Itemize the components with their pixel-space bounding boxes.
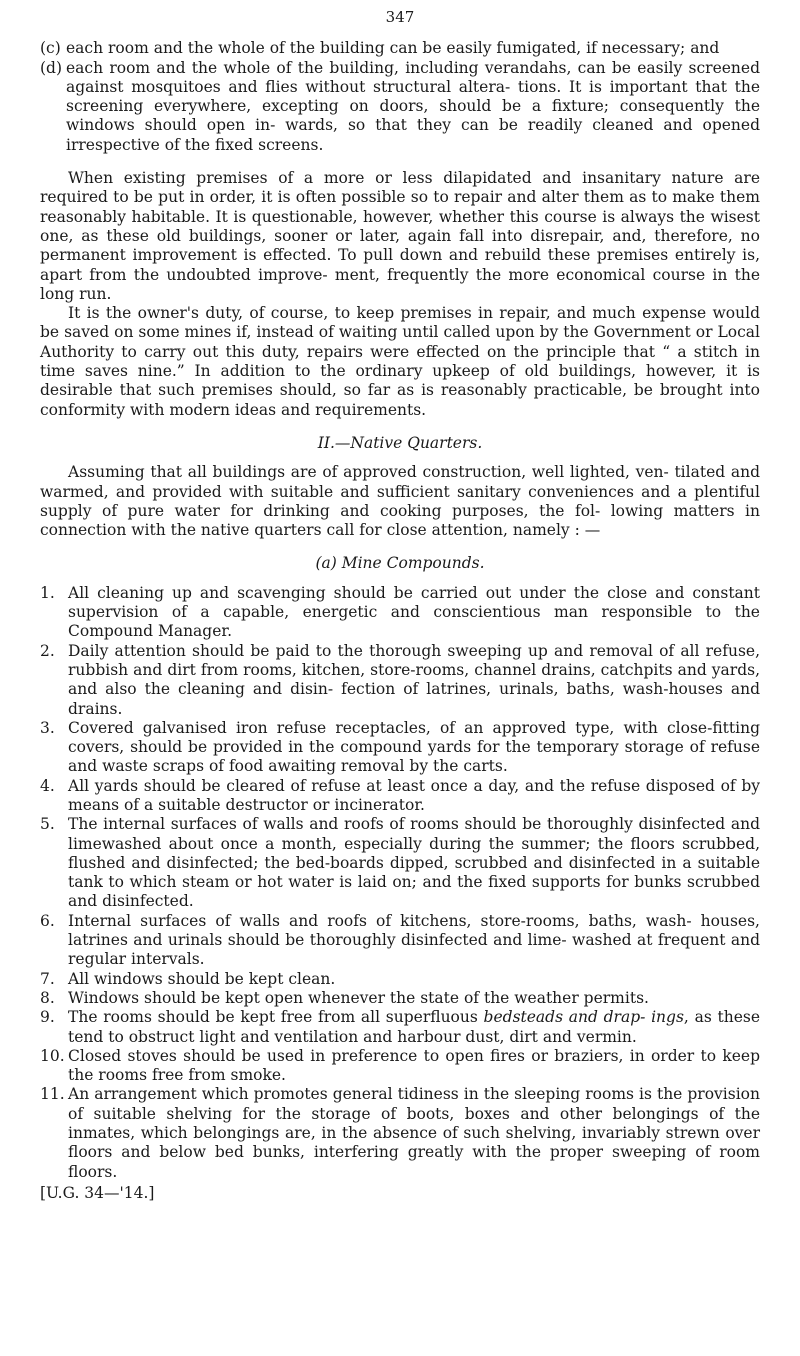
paragraph: Assuming that all buildings are of approved construction, well lighted, ven- tilated and warmed, and provided with suitable and sufficient sanitary conveniences and a plentiful supply of pure water for drinking and cooking purposes, the fol- lowing matters in connection with the native quarters call for close attention, namely : — xyxy=(40,463,760,540)
list-item xyxy=(40,989,760,1008)
list-item xyxy=(40,815,760,911)
sub-item xyxy=(40,59,760,155)
list-item-text: All cleaning up and scavenging should be carried out under the close and constant supervision of a capable, energetic and conscientious man responsible to the Compound Manager. xyxy=(68,583,760,641)
list-item-text: All yards should be cleared of refuse at least once a day, and the refuse disposed of by means of a suitable destructor or incinerator. xyxy=(68,776,760,814)
list-item-number: 2. xyxy=(40,641,55,660)
list-item xyxy=(40,1047,760,1086)
list-item-number: 6. xyxy=(40,911,55,930)
paragraph: When existing premises of a more or less dilapidated and insanitary nature are required to be put in order, it is often possible so to repair and alter them as to make them reasonably habitable. It is questionable, however, whether this course is always the wisest one, as these old buildings, sooner or later, again fall into disrepair, and, therefore, no permanent improvement is effected. To pull down and rebuild these premises entirely is, apart from the undoubted improve- ment, frequently the more economical course in the long run. xyxy=(40,169,760,303)
list-item-text: An arrangement which promotes general tidiness in the sleeping rooms is the provision of suitable shelving for the storage of boots, boxes and other belongings of the inmates, which belongings are, in the absence of such shelving, invariably strewn over floors and below bed bunks, interfering greatly with the proper sweeping of room floors. xyxy=(68,1085,760,1181)
list-item-text: All windows should be kept clean. xyxy=(68,969,336,988)
sub-item xyxy=(40,39,760,58)
list-item-number: 10. xyxy=(40,1046,65,1065)
sub-item-text: each room and the whole of the building can be easily fumigated, if necessary; and xyxy=(66,39,720,58)
paragraph: It is the owner's duty, of course, to keep premises in repair, and much expense would be saved on some mines if, instead of waiting until called upon by the Government or Local Authority to carry out this duty, repairs were effected on the principle that “ a stitch in time saves nine.” In addition to the ordinary upkeep of old buildings, however, it is desirable that such premises should, so far as is reasonably practicable, be brought into conformity with modern ideas and requirements. xyxy=(40,304,760,419)
list-item-number: 4. xyxy=(40,776,55,795)
list-item-number: 3. xyxy=(40,718,55,737)
list-item xyxy=(40,777,760,816)
list-item xyxy=(40,584,760,642)
list-item-text: Internal surfaces of walls and roofs of kitchens, store-rooms, baths, wash- houses, latrines and urinals should be thoroughly disinfected and lime- washed at frequent and regular intervals. xyxy=(68,911,760,969)
list-item xyxy=(40,1008,760,1047)
list-item-number: 7. xyxy=(40,969,55,988)
list-item-text: Covered galvanised iron refuse receptacles, of an approved type, with close-fitting covers, should be provided in the compound yards for the temporary storage of refuse and waste scraps of food awaiting removal by the carts. xyxy=(68,718,760,776)
list-item xyxy=(40,1085,760,1181)
list-item xyxy=(40,970,760,989)
sub-item-label: (d) xyxy=(40,58,63,77)
list-item-number: 11. xyxy=(40,1085,65,1104)
publication-reference: [U.G. 34—'14.] xyxy=(40,1183,155,1202)
subheading: (a) Mine Compounds. xyxy=(315,554,485,573)
document-page xyxy=(40,8,760,1348)
sub-item-label: (c) xyxy=(40,39,61,58)
list-item-italic-text: bedsteads and drap- ings xyxy=(483,1008,684,1027)
list-item-text: The internal surfaces of walls and roofs of rooms should be thoroughly disinfected and limewashed about once a month, especially during the summer; the floors scrubbed, flushed and disinfected; the bed-boards dipped, scrubbed and disinfected in a suitable tank to which steam or hot water is laid on; and the fixed supports for bunks scrubbed and disinfected. xyxy=(68,815,760,911)
list-item-number: 9. xyxy=(40,1008,55,1027)
list-item-text: Closed stoves should be used in preference to open fires or braziers, in order to keep the rooms free from smoke. xyxy=(68,1046,760,1085)
list-item-text: , as these tend to obstruct light and ventilation and harbour dust, dirt and vermin. xyxy=(68,1008,761,1046)
list-item-number: 8. xyxy=(40,988,55,1007)
list-item-text: The rooms should be kept free from all superfluous xyxy=(68,1008,484,1027)
list-item-text: Daily attention should be paid to the thorough sweeping up and removal of all refuse, rubbish and dirt from rooms, kitchen, store-rooms, channel drains, catchpits and yards, and also the cleaning and disin- fection of latrines, urinals, baths, wash-houses and drains. xyxy=(68,641,760,718)
list-item-number: 5. xyxy=(40,815,55,834)
numbered-list xyxy=(40,584,760,1182)
sub-item-list xyxy=(40,39,760,155)
list-item-number: 1. xyxy=(40,583,55,602)
page-number: 347 xyxy=(385,8,415,26)
list-item xyxy=(40,719,760,777)
list-item xyxy=(40,642,760,719)
section-heading: II.—Native Quarters. xyxy=(317,433,483,452)
sub-item-text: each room and the whole of the building, including verandahs, can be easily screened against mosquitoes and flies without structural altera- tions. It is important that the screening everywhere, excepting on doors, should be a fixture; consequently the windows should open in- wards, so that they can be readily cleaned and opened irrespective of the fixed screens. xyxy=(66,58,760,154)
list-item xyxy=(40,912,760,970)
list-item-text: Windows should be kept open whenever the state of the weather permits. xyxy=(68,988,649,1007)
